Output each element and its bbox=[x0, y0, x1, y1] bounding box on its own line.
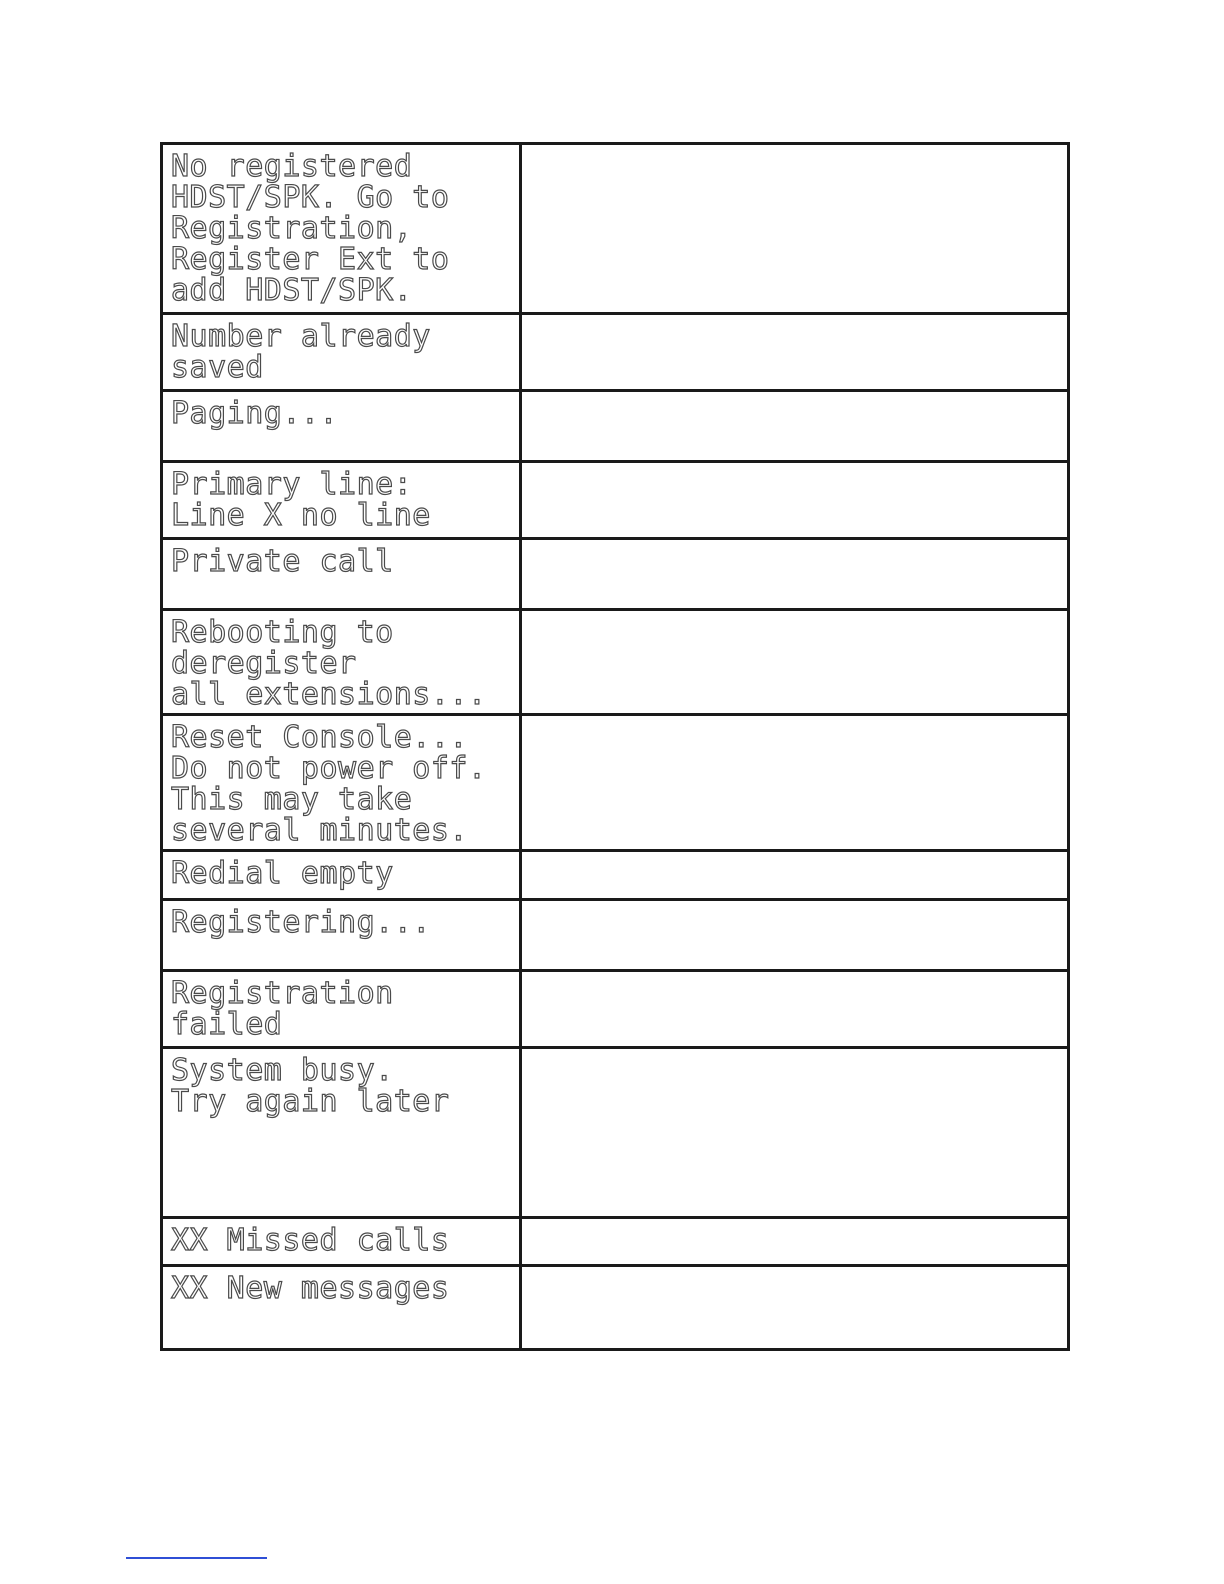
display-message-text: Primary line: Line X no line bbox=[171, 467, 431, 533]
table-row bbox=[162, 715, 1069, 851]
display-message-text: Number already saved bbox=[171, 319, 431, 385]
screen-messages-table bbox=[160, 142, 1070, 1351]
display-message-cell bbox=[162, 851, 521, 900]
display-message-text: Registering... bbox=[171, 905, 431, 940]
description-cell bbox=[521, 900, 1069, 971]
table-row bbox=[162, 314, 1069, 391]
description-cell bbox=[521, 610, 1069, 715]
table-row bbox=[162, 1048, 1069, 1218]
table-row bbox=[162, 1218, 1069, 1266]
display-message-cell bbox=[162, 971, 521, 1048]
display-message-cell bbox=[162, 715, 521, 851]
display-message-cell bbox=[162, 314, 521, 391]
table-row bbox=[162, 971, 1069, 1048]
table-row bbox=[162, 391, 1069, 462]
display-message-text: Private call bbox=[171, 544, 394, 579]
display-message-text: Rebooting to deregister all extensions... bbox=[171, 615, 487, 712]
display-message-cell bbox=[162, 610, 521, 715]
table-row bbox=[162, 1266, 1069, 1350]
description-cell bbox=[521, 462, 1069, 539]
table-row bbox=[162, 851, 1069, 900]
description-cell bbox=[521, 391, 1069, 462]
description-cell bbox=[521, 314, 1069, 391]
display-message-text: System busy. Try again later bbox=[171, 1053, 450, 1119]
display-message-cell bbox=[162, 144, 521, 314]
description-cell bbox=[521, 715, 1069, 851]
description-cell bbox=[521, 1218, 1069, 1266]
display-message-cell bbox=[162, 1218, 521, 1266]
display-message-cell bbox=[162, 1266, 521, 1350]
footer-link-underline bbox=[126, 1557, 267, 1559]
table-row bbox=[162, 610, 1069, 715]
description-cell bbox=[521, 1266, 1069, 1350]
description-cell bbox=[521, 851, 1069, 900]
display-message-cell bbox=[162, 900, 521, 971]
description-cell bbox=[521, 144, 1069, 314]
description-cell bbox=[521, 539, 1069, 610]
display-message-cell bbox=[162, 391, 521, 462]
display-message-text: Reset Console... Do not power off. This may take several minutes. bbox=[171, 720, 487, 848]
description-cell bbox=[521, 971, 1069, 1048]
display-message-text: Registration failed bbox=[171, 976, 394, 1042]
display-message-cell bbox=[162, 462, 521, 539]
table-row bbox=[162, 144, 1069, 314]
display-message-text: XX Missed calls bbox=[171, 1223, 450, 1258]
description-cell bbox=[521, 1048, 1069, 1218]
table-row bbox=[162, 900, 1069, 971]
display-message-cell bbox=[162, 539, 521, 610]
display-message-cell bbox=[162, 1048, 521, 1218]
display-message-text: Redial empty bbox=[171, 856, 394, 891]
table-row bbox=[162, 462, 1069, 539]
display-message-text: XX New messages bbox=[171, 1271, 450, 1306]
table-row bbox=[162, 539, 1069, 610]
display-message-text: Paging... bbox=[171, 396, 339, 431]
display-message-text: No registered HDST/SPK. Go to Registration, Register Ext to add HDST/SPK. bbox=[171, 149, 450, 308]
